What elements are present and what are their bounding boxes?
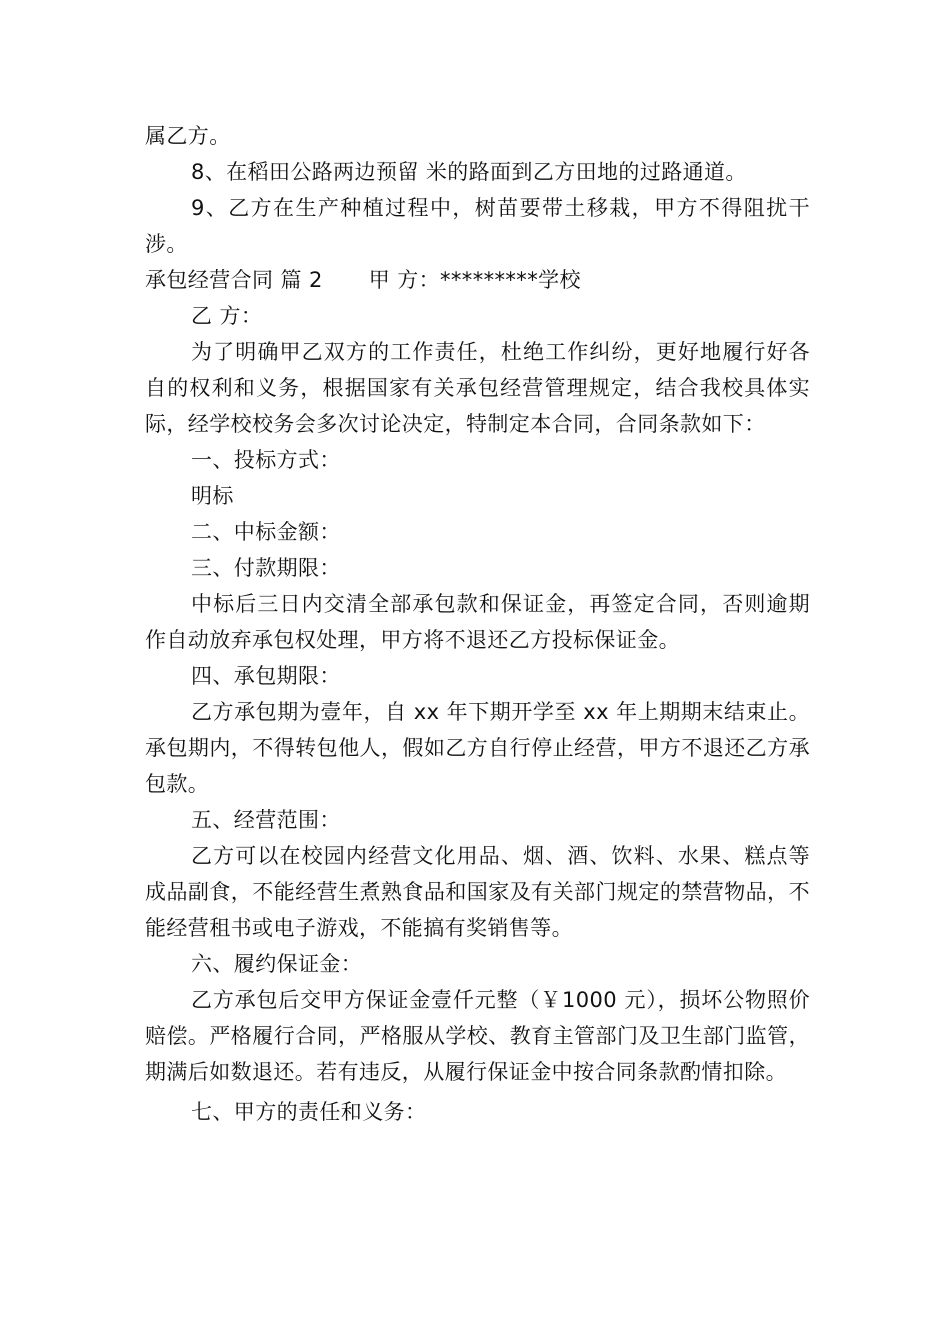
bidding-method-value: 明标 <box>191 484 234 508</box>
party-b-label: 乙 方： <box>191 304 263 328</box>
section-heading <box>145 262 810 298</box>
heading-party-a-duties: 七、甲方的责任和义务： <box>191 1100 427 1124</box>
party-a-label: 甲 方：*********学校 <box>368 268 581 292</box>
contract-period-paragraph: 乙方承包期为壹年，自 xx 年下期开学至 xx 年上期期末结束止。承包期内，不得转包他人，假如乙方自行停止经营，甲方不退还乙方承包款。 <box>145 700 810 796</box>
document-body <box>145 118 810 1130</box>
performance-deposit-paragraph: 乙方承包后交甲方保证金壹仟元整（￥1000 元），损坏公物照价赔偿。严格履行合同，严格服从学校、教育主管部门及卫生部门监管，期满后如数退还。若有违反，从履行保证金中按合同条款酌情扣除。 <box>145 988 810 1084</box>
heading-contract-period: 四、承包期限： <box>191 664 341 688</box>
heading-bid-amount: 二、中标金额： <box>191 520 341 544</box>
clause-9: 9、乙方在生产种植过程中，树苗要带土移栽，甲方不得阻扰干涉。 <box>145 196 810 256</box>
clause-8: 8、在稻田公路两边预留 米的路面到乙方田地的过路通道。 <box>191 160 747 184</box>
preamble-paragraph: 为了明确甲乙双方的工作责任，杜绝工作纠纷，更好地履行好各自的权利和义务，根据国家有关承包经营管理规定，结合我校具体实际，经学校校务会多次讨论决定，特制定本合同，合同条款如下： <box>145 340 810 436</box>
heading-performance-deposit: 六、履约保证金： <box>191 952 363 976</box>
heading-payment-term: 三、付款期限： <box>191 556 341 580</box>
heading-business-scope: 五、经营范围： <box>191 808 341 832</box>
paragraph-continuation: 属乙方。 <box>145 124 231 148</box>
section-title: 承包经营合同 篇 2 <box>145 268 323 292</box>
payment-term-paragraph: 中标后三日内交清全部承包款和保证金，再签定合同，否则逾期作自动放弃承包权处理，甲方将不退还乙方投标保证金。 <box>145 592 810 652</box>
heading-bidding-method: 一、投标方式： <box>191 448 341 472</box>
business-scope-paragraph: 乙方可以在校园内经营文化用品、烟、酒、饮料、水果、糕点等成品副食，不能经营生煮熟食品和国家及有关部门规定的禁营物品，不能经营租书或电子游戏，不能搞有奖销售等。 <box>145 844 810 940</box>
